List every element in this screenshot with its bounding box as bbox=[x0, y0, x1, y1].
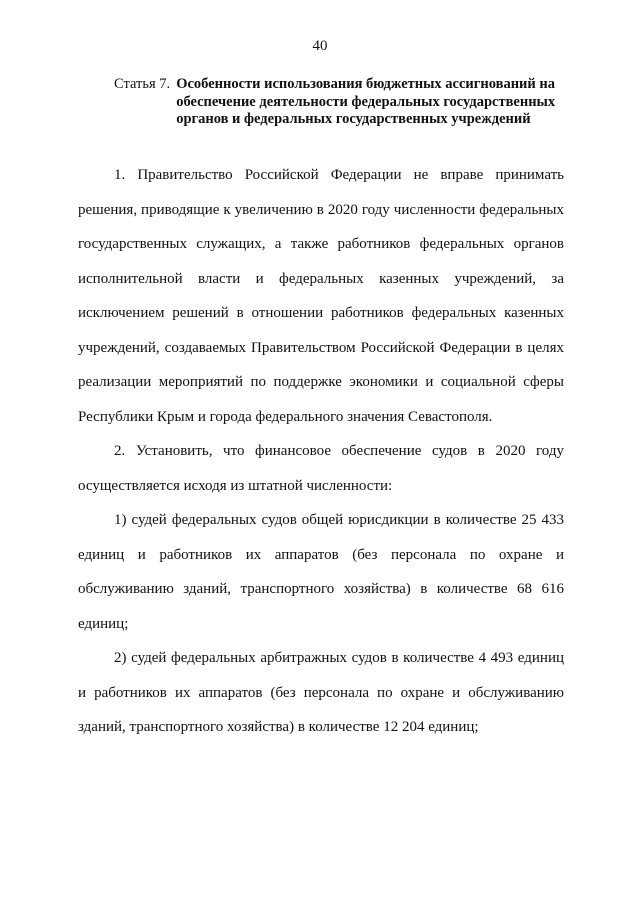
article-heading bbox=[114, 76, 584, 129]
article-label: Статья 7. bbox=[114, 76, 171, 92]
article-body bbox=[78, 158, 564, 745]
page-number: 40 bbox=[312, 38, 328, 54]
paragraph-2-item-1: 1) судей федеральных судов общей юрисдикции в количестве 25 433 единиц и работников их аппаратов (без персонала по охране и обслуживанию зданий, транспортного хозяйства) в количестве 68 616 единиц; bbox=[78, 512, 564, 632]
paragraph-2-item-2: 2) судей федеральных арбитражных судов в количестве 4 493 единиц и работников их аппаратов (без персонала по охране и обслуживанию зданий, транспортного хозяйства) в количестве 12 204 единиц; bbox=[78, 650, 564, 735]
paragraph-1: 1. Правительство Российской Федерации не вправе принимать решения, приводящие к увеличению в 2020 году численности федеральных государственных служащих, а также работников федеральных органов исполнительной власти и федеральных казенных учреждений, за исключением решений в отношении работников федеральных казенных учреждений, создаваемых Правительством Российской Федерации в целях реализации мероприятий по поддержке экономики и социальной сферы Республики Крым и города федерального значения Севастополя. bbox=[78, 167, 564, 425]
article-title: Особенности использования бюджетных ассигнований на обеспечение деятельности федеральных государственных органов и федеральных государственных учреждений bbox=[176, 76, 556, 127]
paragraph-2: 2. Установить, что финансовое обеспечение судов в 2020 году осуществляется исходя из штатной численности: bbox=[78, 443, 564, 494]
